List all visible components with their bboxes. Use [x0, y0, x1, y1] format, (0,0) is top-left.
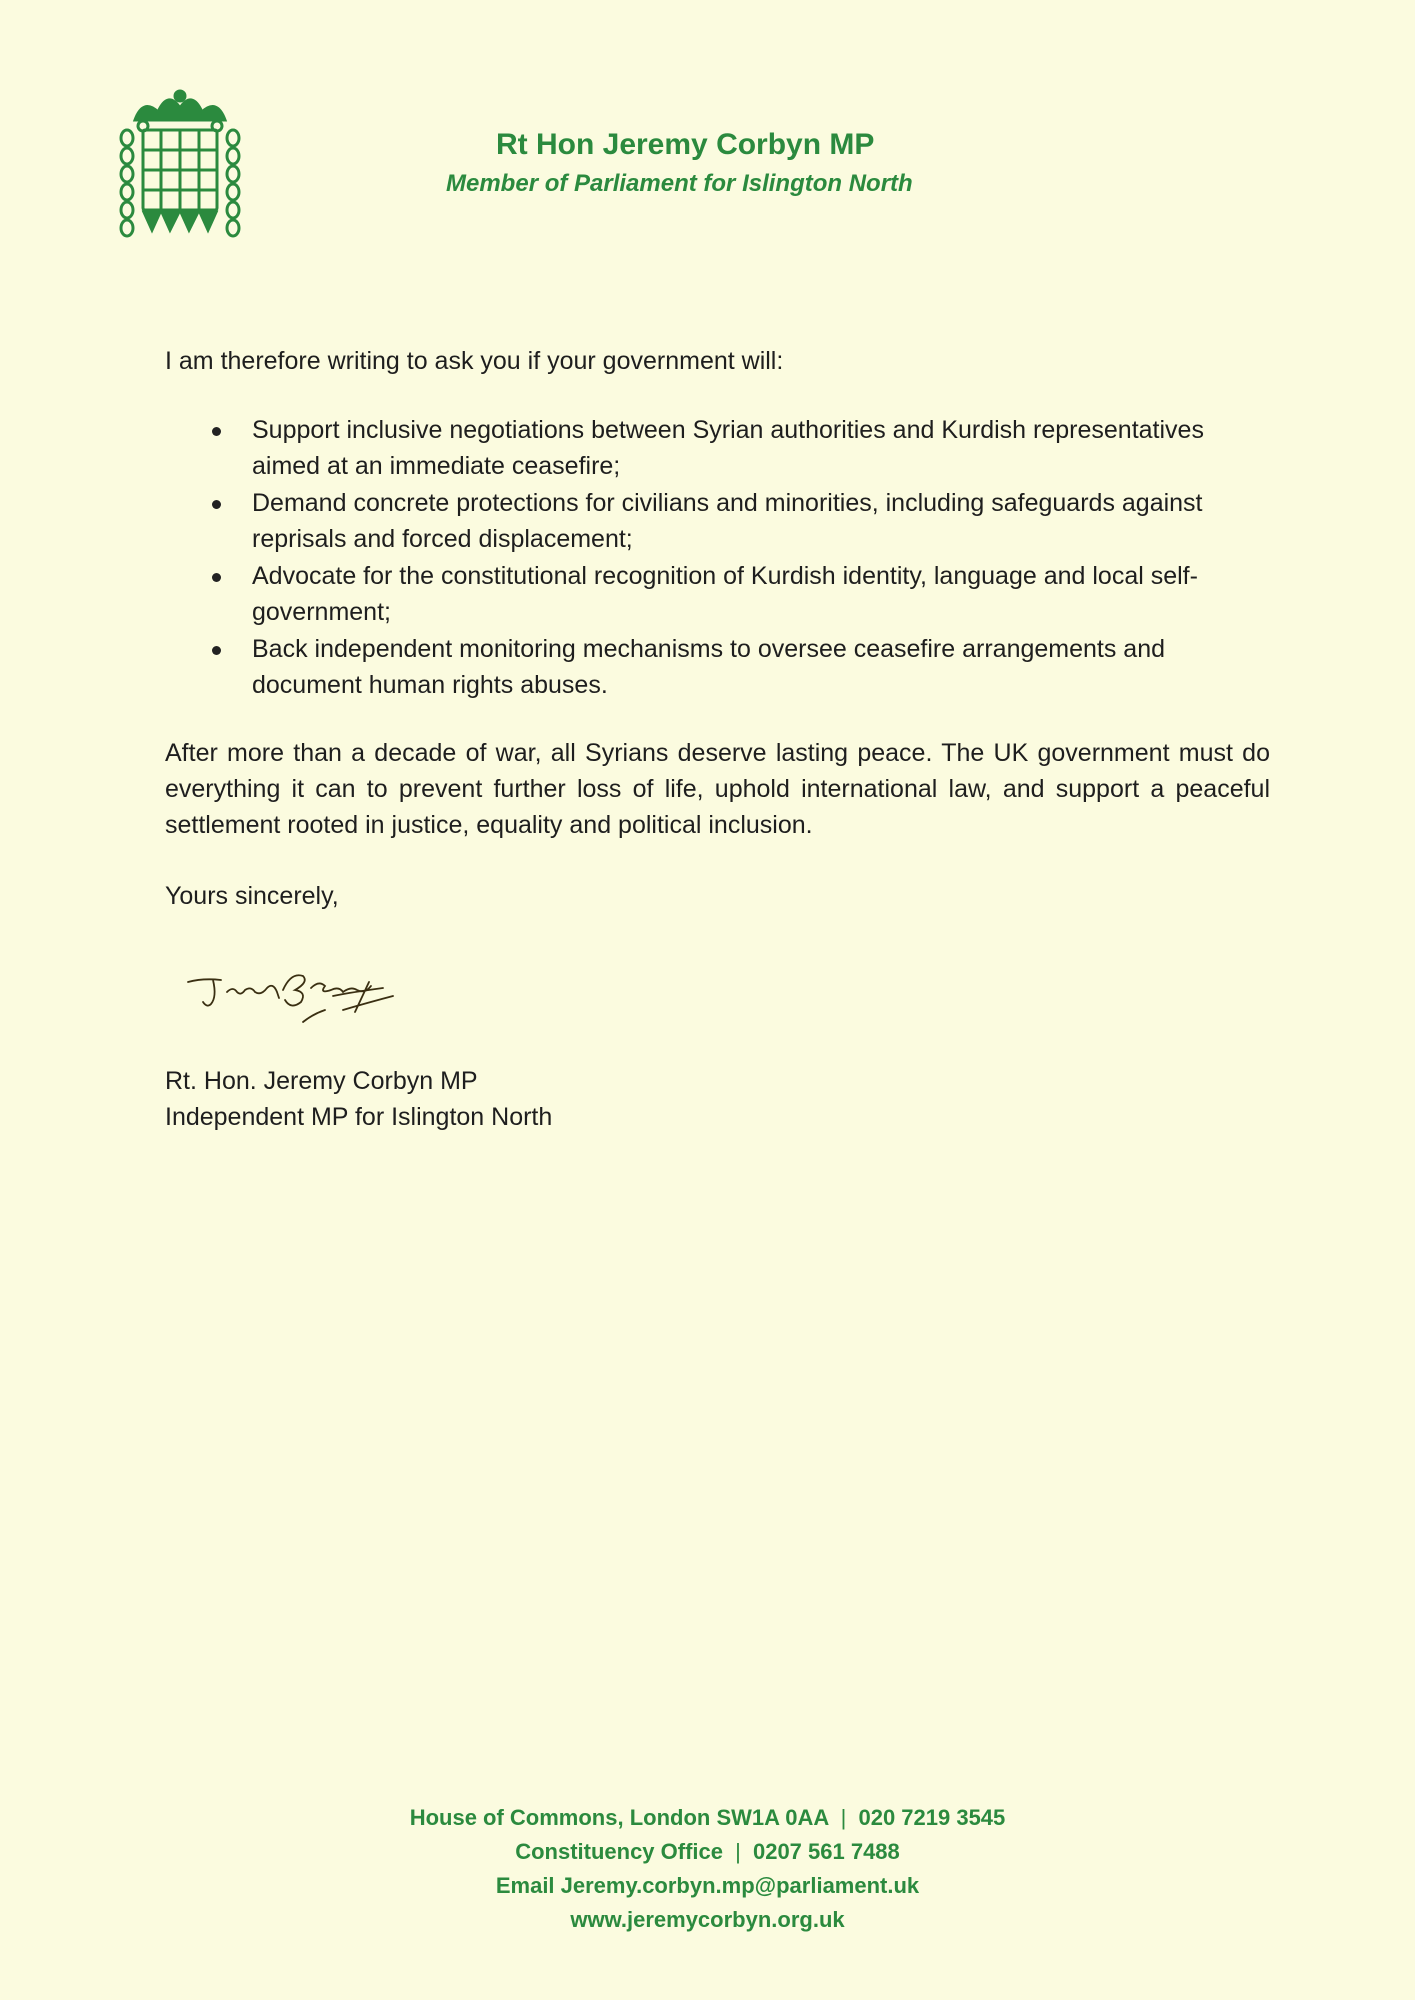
- letterhead-role: Member of Parliament for Islington North: [446, 170, 913, 197]
- footer-constituency: Constituency Office: [515, 1839, 723, 1864]
- footer-constituency-line: [0, 1835, 1415, 1869]
- portcullis-icon: [113, 88, 248, 238]
- valediction: Yours sincerely,: [165, 882, 339, 910]
- list-item: [165, 485, 1275, 557]
- closing-paragraph: After more than a decade of war, all Syrians deserve lasting peace. The UK government must do everything it can to prevent further loss of life, uphold international law, and support a peaceful settlement rooted in justice, equality and political inclusion.: [165, 739, 1270, 839]
- list-item: [165, 631, 1275, 703]
- list-item-text: Support inclusive negotiations between Syrian authorities and Kurdish representatives aimed at an immediate ceasefire;: [252, 416, 1204, 480]
- bullet-icon: [212, 646, 221, 655]
- footer-website[interactable]: www.jeremycorbyn.org.uk: [570, 1907, 845, 1932]
- signatory-name: Rt. Hon. Jeremy Corbyn MP: [165, 1067, 478, 1095]
- signature: [183, 952, 433, 1030]
- bullet-icon: [212, 427, 221, 436]
- intro-line: I am therefore writing to ask you if your government will:: [165, 347, 784, 375]
- footer-phone: 020 7219 3545: [858, 1805, 1006, 1830]
- letterhead-footer: [0, 1801, 1415, 1937]
- request-list: [165, 412, 1275, 704]
- footer-constituency-phone: 0207 561 7488: [752, 1839, 900, 1864]
- footer-address-line: [0, 1801, 1415, 1835]
- list-item: [165, 558, 1275, 630]
- footer-separator: |: [840, 1805, 847, 1830]
- footer-address: House of Commons, London SW1A 0AA: [409, 1805, 829, 1830]
- list-item-text: Demand concrete protections for civilians and minorities, including safeguards against reprisals and forced displacement;: [252, 489, 1203, 553]
- list-item-text: Advocate for the constitutional recognition of Kurdish identity, language and local self-government;: [252, 562, 1198, 626]
- signatory-title: Independent MP for Islington North: [165, 1103, 553, 1131]
- footer-separator: |: [735, 1839, 741, 1864]
- list-item: [165, 412, 1275, 484]
- footer-email[interactable]: Email Jeremy.corbyn.mp@parliament.uk: [495, 1873, 920, 1898]
- bullet-icon: [212, 500, 221, 509]
- list-item-text: Back independent monitoring mechanisms to oversee ceasefire arrangements and document human rights abuses.: [252, 635, 1166, 699]
- bullet-icon: [212, 573, 221, 582]
- letterhead-name: Rt Hon Jeremy Corbyn MP: [496, 128, 875, 161]
